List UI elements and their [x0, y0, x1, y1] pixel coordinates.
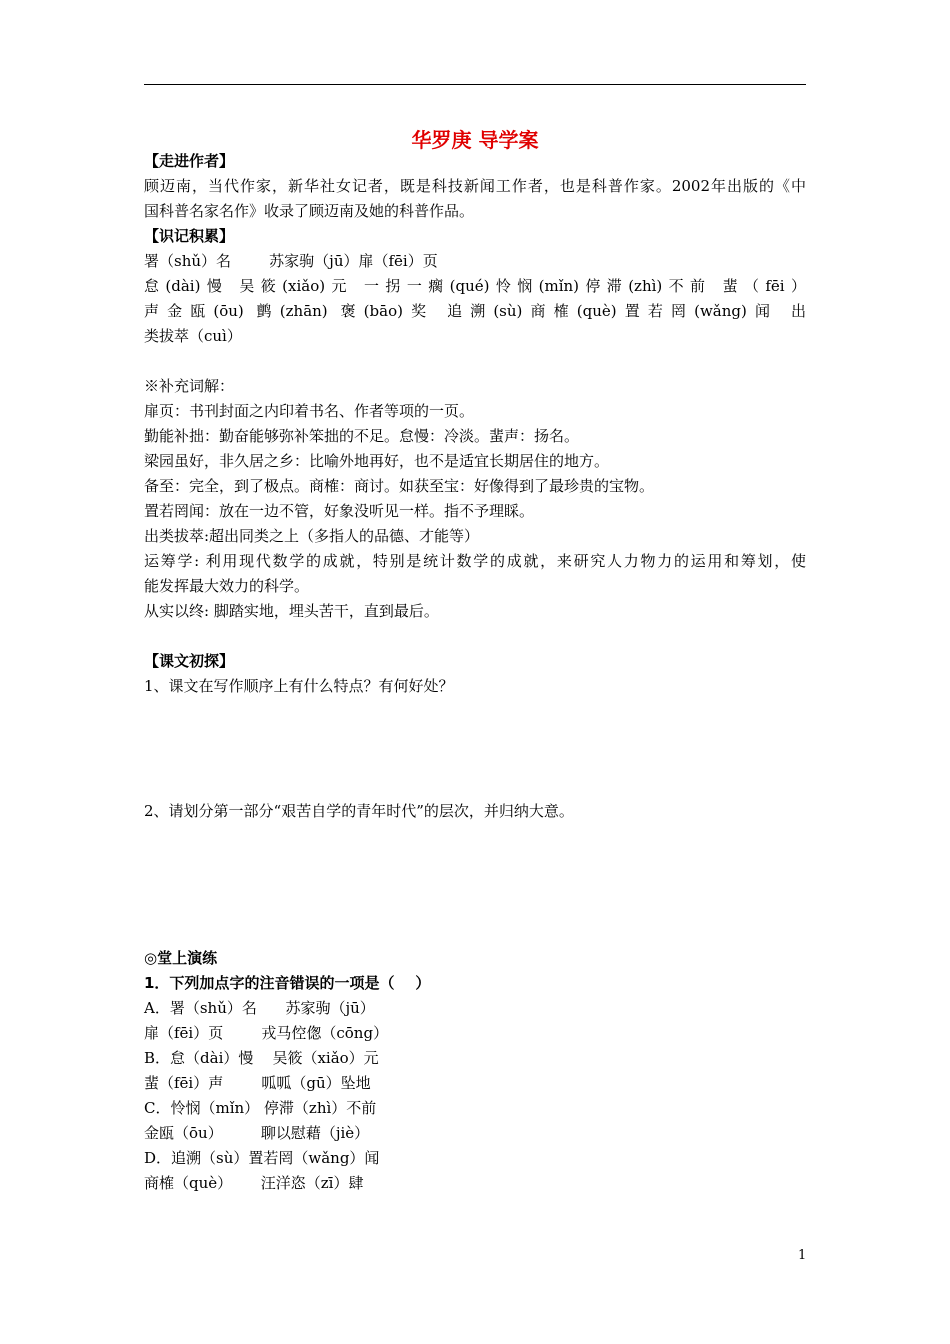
vocab-line: 署（shǔ）名 苏家驹（jū）扉（fēi）页: [144, 252, 438, 270]
supplement-item: 出类拔萃:超出同类之上（多指人的品德、才能等）: [144, 527, 480, 545]
vocab-line: 声金瓯(ōu) 鹯(zhān) 褒(bāo)奖 追溯(sù)商榷(què)置若罔(wǎng)闻 出: [144, 302, 806, 320]
header-rule: [144, 84, 806, 85]
supplement-item: 扉页：书刊封面之内印着书名、作者等项的一页。: [144, 402, 475, 420]
option-b-line: 蜚（fēi）声 呱呱（gū）坠地: [144, 1074, 371, 1092]
author-text-line: 顾迈南，当代作家，新华社女记者，既是科技新闻工作者，也是科普作家。2002年出版的《中: [144, 177, 806, 195]
supplement-item: 置若罔闻：放在一边不管，好象没听见一样。指不予理睬。: [144, 502, 535, 520]
vocab-line: 怠(dài)慢 吴筱(xiǎo)元 一拐一瘸(qué)怜悯(mǐn)停滞(zhì)不前 蜚（fēi）: [144, 277, 806, 295]
option-d-line: D．追溯（sù）置若罔（wǎng）闻: [144, 1149, 380, 1167]
exercise-1-prompt: 1．下列加点字的注音错误的一项是（ ）: [144, 974, 431, 992]
supplement-item: 梁园虽好，非久居之乡：比喻外地再好，也不是适宜长期居住的地方。: [144, 452, 610, 470]
section-heading-explore: 【课文初探】: [144, 652, 235, 670]
option-c-line: C．怜悯（mǐn） 停滞（zhì）不前: [144, 1099, 377, 1117]
question-2: 2、请划分第一部分“艰苦自学的青年时代”的层次，并归纳大意。: [144, 802, 574, 820]
author-text-line: 国科普名家名作》收录了顾迈南及她的科普作品。: [144, 202, 475, 220]
page-title: 华罗庚 导学案: [411, 128, 539, 152]
vocab-line: 类拔萃（cuì）: [144, 327, 242, 345]
question-1: 1、课文在写作顺序上有什么特点？有何好处？: [144, 677, 454, 695]
option-a-line: A．署（shǔ）名 苏家驹（jū）: [144, 999, 375, 1017]
section-heading-vocab: 【识记积累】: [144, 227, 235, 245]
section-heading-practice: ◎堂上演练: [144, 949, 218, 967]
supplement-item: 勤能补拙：勤奋能够弥补笨拙的不足。怠慢：冷淡。蜚声：扬名。: [144, 427, 580, 445]
section-heading-author: 【走进作者】: [144, 152, 235, 170]
page-number: 1: [798, 1248, 807, 1263]
option-a-line: 扉（fēi）页 戎马倥偬（cōng）: [144, 1024, 389, 1042]
supplement-item: 能发挥最大效力的科学。: [144, 577, 310, 595]
supplement-item: 运筹学: 利用现代数学的成就，特别是统计数学的成就，来研究人力物力的运用和筹划，使: [144, 552, 806, 570]
supplement-item: 从实以终: 脚踏实地，埋头苦干，直到最后。: [144, 602, 439, 620]
supplement-heading: ※补充词解：: [144, 377, 235, 395]
option-d-line: 商榷（què） 汪洋恣（zī）肆: [144, 1174, 364, 1192]
supplement-item: 备至：完全，到了极点。商榷：商讨。如获至宝：好像得到了最珍贵的宝物。: [144, 477, 655, 495]
option-c-line: 金瓯（ōu） 聊以慰藉（jiè）: [144, 1124, 370, 1142]
option-b-line: B．怠（dài）慢 吴筱（xiǎo）元: [144, 1049, 379, 1067]
